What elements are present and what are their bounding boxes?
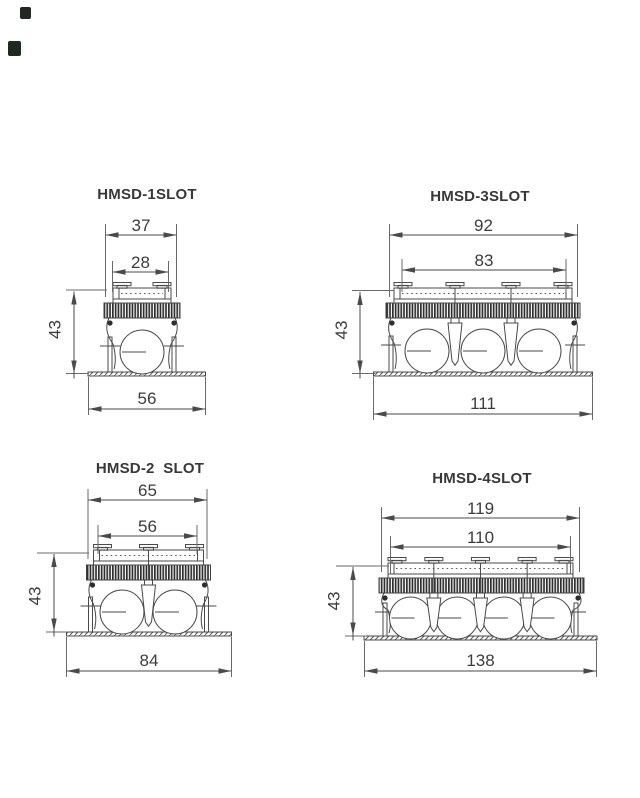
arrowhead-icon (193, 406, 206, 411)
diagram-hmsd-2slot (26, 481, 232, 677)
arrowhead-icon (391, 544, 404, 549)
arrowhead-icon (51, 554, 56, 567)
arrowhead-icon (88, 497, 101, 502)
clamp-wedge (504, 323, 518, 365)
diagram-title-3slot: HMSD-3SLOT (430, 188, 530, 205)
clamp-post (507, 318, 515, 323)
lid-tab (392, 560, 402, 563)
dim-label-inner-top: 110 (466, 528, 495, 547)
arrowhead-icon (402, 267, 415, 272)
lid-tab (522, 560, 532, 563)
seal-band (379, 578, 584, 593)
arrowhead-icon (350, 623, 355, 636)
lid-tab (559, 560, 569, 563)
dim-label-inner-top: 83 (474, 251, 494, 270)
lid-tab (398, 285, 408, 288)
arrowhead-icon (584, 668, 597, 673)
clamp-post (430, 593, 438, 598)
arrowhead-icon (350, 567, 355, 580)
diagram-hmsd-3slot (332, 216, 593, 420)
arrowhead-icon (106, 232, 119, 237)
dim-label-height: 43 (25, 586, 45, 606)
arrowhead-icon (219, 668, 232, 673)
arrowhead-icon (67, 668, 80, 673)
bolt-icon (171, 320, 176, 325)
dim-label-outer-top: 119 (466, 499, 495, 518)
bolt-icon (571, 320, 576, 325)
arrowhead-icon (580, 411, 593, 416)
arrowhead-icon (164, 232, 177, 237)
dim-label-base: 56 (137, 389, 157, 408)
clamp-claw (389, 318, 397, 369)
diagram-title-2slot: HMSD-2 SLOT (95, 460, 205, 477)
lid-gap (394, 299, 572, 303)
clamp-post (145, 580, 153, 585)
arrowhead-icon (184, 533, 197, 538)
arrowhead-icon (89, 406, 102, 411)
dim-label-base: 138 (466, 651, 495, 670)
lid-tab (98, 547, 108, 550)
arrowhead-icon (98, 533, 111, 538)
lid-tab (429, 560, 439, 563)
dim-label-inner-top: 56 (138, 517, 157, 536)
arrowhead-icon (558, 544, 571, 549)
seal-band (104, 303, 180, 318)
bolt-icon (382, 595, 387, 600)
dim-label-height: 43 (324, 591, 344, 611)
clamp-wedge (142, 585, 156, 626)
arrowhead-icon (71, 361, 76, 374)
dim-label-base: 84 (139, 651, 159, 670)
arrowhead-icon (567, 515, 580, 520)
diagram-title-4slot: HMSD-4SLOT (432, 470, 532, 487)
lid-tab (157, 285, 167, 288)
dim-label-inner-top: 28 (131, 253, 150, 272)
arrowhead-icon (565, 232, 578, 237)
clamp-post (523, 593, 531, 598)
dim-label-base: 111 (470, 394, 496, 413)
dim-label-outer-top: 65 (138, 481, 157, 500)
lid-gap (113, 299, 171, 303)
arrowhead-icon (194, 497, 207, 502)
arrowhead-icon (71, 292, 76, 305)
lid-tab (190, 547, 200, 550)
base-plate (364, 636, 597, 640)
lid-tab (506, 285, 516, 288)
arrowhead-icon (365, 668, 378, 673)
bolt-icon (107, 320, 112, 325)
arrowhead-icon (357, 361, 362, 374)
lid-tab (117, 285, 127, 288)
bolt-icon (202, 582, 207, 587)
dim-label-height: 43 (45, 320, 65, 339)
dim-label-outer-top: 92 (474, 216, 493, 235)
scan-artifact-icon (8, 41, 21, 56)
base-plate (67, 632, 232, 636)
lid-tab (476, 560, 486, 563)
diagram-hmsd-1slot (46, 216, 206, 415)
arrowhead-icon (357, 292, 362, 305)
dim-label-outer-top: 37 (131, 216, 151, 235)
seal-band (386, 303, 580, 318)
arrowhead-icon (390, 232, 403, 237)
bolt-icon (90, 582, 95, 587)
clamp-post (451, 318, 459, 323)
arrowhead-icon (113, 269, 126, 274)
arrowhead-icon (51, 619, 56, 632)
scan-artifact-icon (20, 7, 31, 19)
lid-tab (450, 285, 460, 288)
diagram-title-1slot: HMSD-1SLOT (97, 186, 197, 203)
dim-label-height: 43 (332, 320, 351, 340)
clamp-post (477, 593, 485, 598)
bolt-icon (575, 595, 580, 600)
diagram-hmsd-4slot (325, 499, 598, 677)
clamp-wedge (448, 323, 462, 365)
arrowhead-icon (553, 267, 566, 272)
lid-tab (144, 547, 154, 550)
clamp-claw (570, 318, 578, 369)
bolt-icon (389, 320, 394, 325)
arrowhead-icon (382, 515, 395, 520)
arrowhead-icon (156, 269, 169, 274)
arrowhead-icon (374, 411, 387, 416)
